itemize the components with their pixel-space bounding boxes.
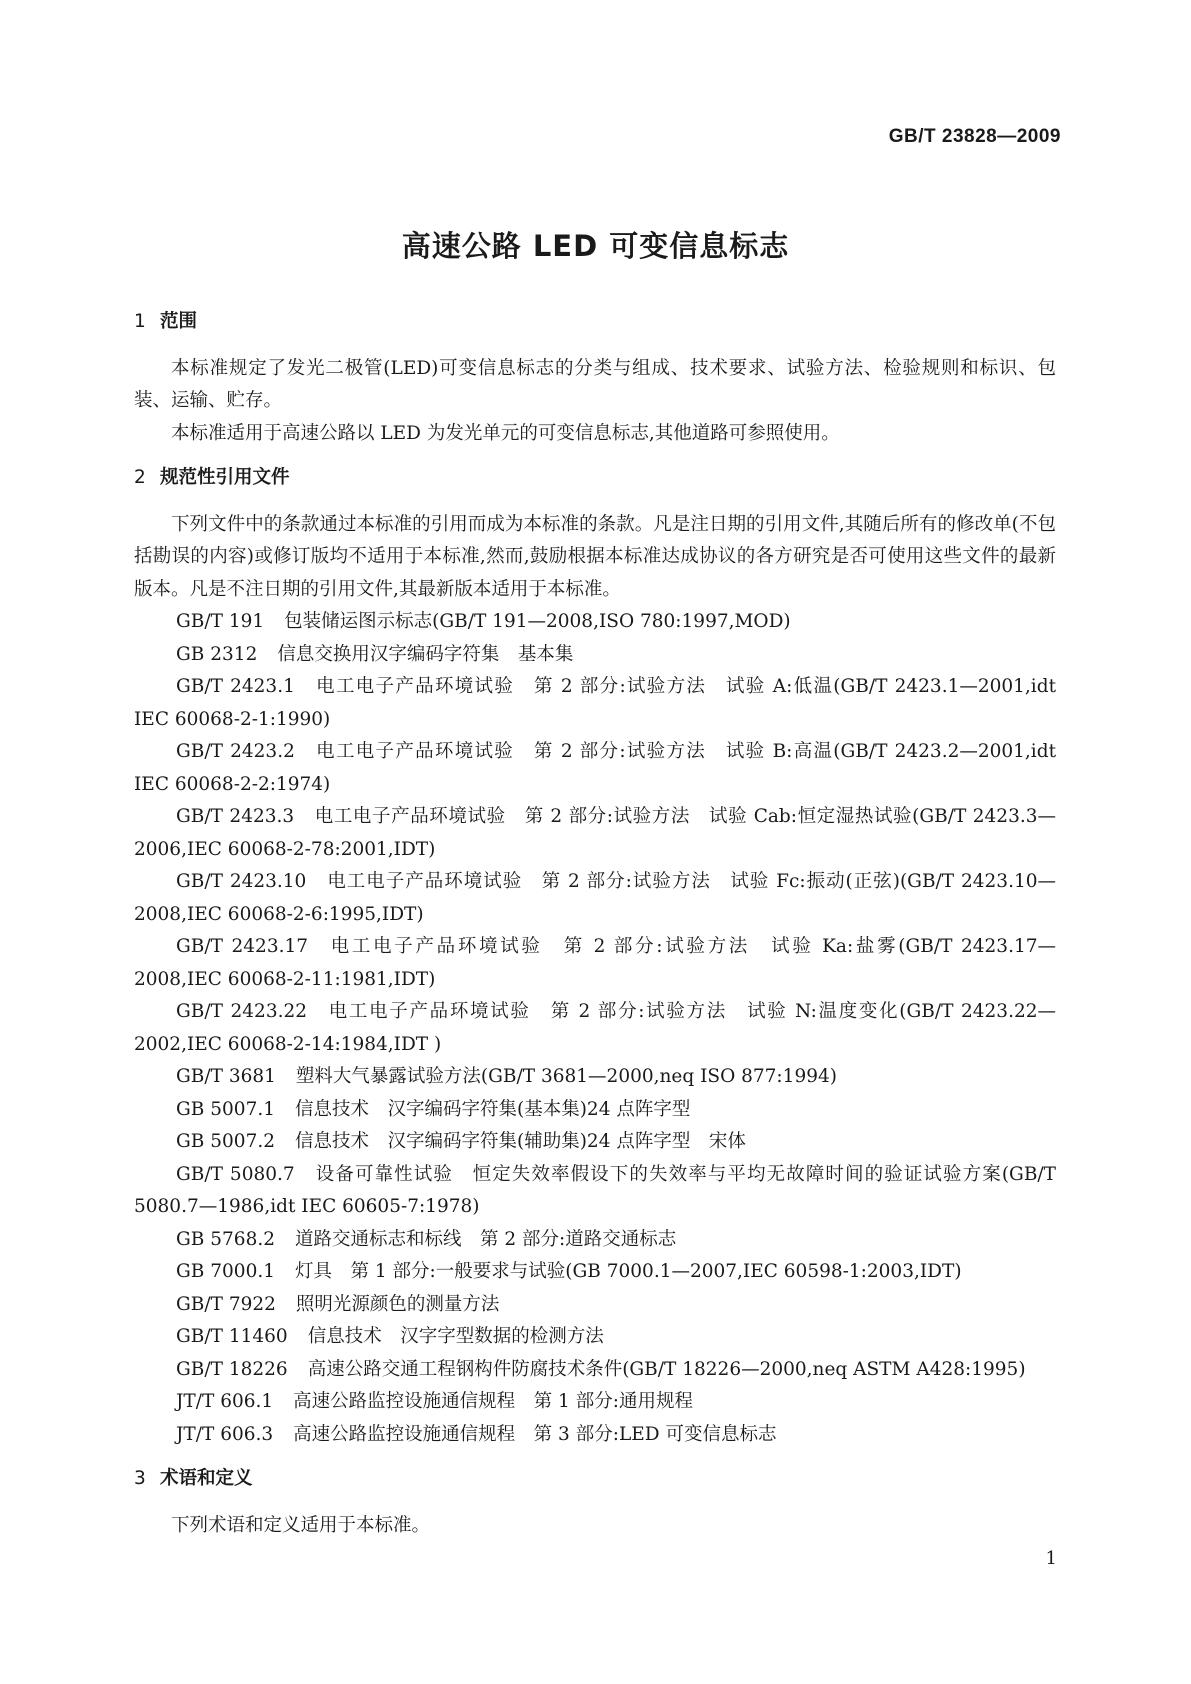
section-number: 3 bbox=[134, 1468, 146, 1489]
document-title: 高速公路 LED 可变信息标志 bbox=[401, 229, 790, 263]
reference-item bbox=[134, 1061, 1056, 1094]
section-normative-references bbox=[134, 462, 1056, 1451]
reference-text: 塑料大气暴露试验方法(GB/T 3681—2000,neq ISO 877:1994) bbox=[295, 1066, 837, 1087]
reference-code: GB/T 18226 bbox=[176, 1358, 288, 1380]
reference-text: 电工电子产品环境试验 第 2 部分:试验方法 试验 B:高温(GB/T 2423.2—2001,idt IEC 60068-2-2:1974) bbox=[134, 741, 1057, 795]
reference-text: 灯具 第 1 部分:一般要求与试验(GB 7000.1—2007,IEC 60598-1:2003,IDT) bbox=[295, 1261, 962, 1282]
section-heading bbox=[134, 306, 1056, 339]
reference-text: 照明光源颜色的测量方法 bbox=[295, 1293, 500, 1315]
reference-code: GB/T 2423.1 bbox=[176, 676, 295, 697]
reference-text: 高速公路交通工程钢构件防腐技术条件(GB/T 18226—2000,neq ASTM A428:1995) bbox=[307, 1358, 1026, 1380]
reference-item bbox=[134, 801, 1056, 866]
section-scope bbox=[134, 306, 1056, 450]
reference-code: GB 2312 bbox=[176, 643, 258, 665]
reference-item bbox=[134, 736, 1056, 801]
paragraph: 下列文件中的条款通过本标准的引用而成为本标准的条款。凡是注日期的引用文件,其随后所有的修改单(不包括勘误的内容)或修订版均不适用于本标准,然而,鼓励根据本标准达成协议的各方研究是否可使用这些文件的最新版本。凡是不注日期的引用文件,其最新版本适用于本标准。 bbox=[134, 513, 1056, 600]
reference-item bbox=[134, 1126, 1056, 1159]
section-title: 规范性引用文件 bbox=[160, 467, 290, 488]
paragraph: 本标准适用于高速公路以 LED 为发光单元的可变信息标志,其他道路可参照使用。 bbox=[171, 422, 840, 444]
reference-text: 电工电子产品环境试验 第 2 部分:试验方法 试验 Fc:振动(正弦)(GB/T 2423.10—2008,IEC 60068-2-6:1995,IDT) bbox=[134, 871, 1056, 925]
reference-item bbox=[134, 1419, 1056, 1452]
reference-item bbox=[134, 606, 1056, 639]
reference-item bbox=[134, 639, 1056, 672]
section-number: 2 bbox=[134, 467, 146, 488]
reference-text: 信息技术 汉字编码字符集(辅助集)24 点阵字型 宋体 bbox=[295, 1131, 746, 1152]
reference-item bbox=[134, 866, 1056, 931]
document-body bbox=[134, 306, 1056, 1554]
reference-item bbox=[134, 1094, 1056, 1127]
reference-text: 信息交换用汉字编码字符集 基本集 bbox=[277, 643, 574, 665]
reference-code: GB/T 3681 bbox=[176, 1066, 276, 1087]
reference-text: 电工电子产品环境试验 第 2 部分:试验方法 试验 A:低温(GB/T 2423.1—2001,idt IEC 60068-2-1:1990) bbox=[134, 676, 1056, 730]
reference-item bbox=[134, 1321, 1056, 1354]
section-title: 范围 bbox=[160, 311, 198, 332]
reference-text: 道路交通标志和标线 第 2 部分:道路交通标志 bbox=[295, 1228, 677, 1250]
reference-code: GB 5768.2 bbox=[176, 1228, 275, 1250]
section-terms-definitions bbox=[134, 1463, 1056, 1542]
reference-code: JT/T 606.3 bbox=[176, 1423, 274, 1445]
reference-item bbox=[134, 1289, 1056, 1322]
reference-item bbox=[134, 671, 1056, 736]
reference-code: GB 7000.1 bbox=[176, 1261, 275, 1282]
reference-code: GB/T 5080.7 bbox=[176, 1163, 295, 1185]
reference-item bbox=[134, 1386, 1056, 1419]
reference-code: GB/T 2423.2 bbox=[176, 741, 295, 762]
reference-item bbox=[134, 1159, 1056, 1224]
paragraph: 下列术语和定义适用于本标准。 bbox=[171, 1514, 431, 1536]
paragraph: 本标准规定了发光二极管(LED)可变信息标志的分类与组成、技术要求、试验方法、检验规则和标识、包装、运输、贮存。 bbox=[134, 357, 1056, 411]
section-heading bbox=[134, 1463, 1056, 1496]
reference-code: GB/T 11460 bbox=[176, 1326, 288, 1347]
reference-code: GB/T 2423.3 bbox=[176, 806, 295, 827]
reference-text: 电工电子产品环境试验 第 2 部分:试验方法 试验 Cab:恒定湿热试验(GB/T 2423.3—2006,IEC 60068-2-78:2001,IDT) bbox=[134, 806, 1056, 860]
section-title: 术语和定义 bbox=[160, 1468, 253, 1489]
reference-code: GB/T 2423.17 bbox=[176, 936, 309, 957]
reference-code: GB/T 2423.10 bbox=[176, 871, 307, 892]
reference-text: 信息技术 汉字字型数据的检测方法 bbox=[307, 1326, 604, 1347]
standard-number: GB/T 23828—2009 bbox=[888, 126, 1061, 147]
reference-code: GB/T 7922 bbox=[176, 1293, 276, 1315]
reference-text: 高速公路监控设施通信规程 第 1 部分:通用规程 bbox=[293, 1391, 693, 1412]
reference-item bbox=[134, 996, 1056, 1061]
section-heading bbox=[134, 462, 1056, 495]
reference-text: 包装储运图示标志(GB/T 191—2008,ISO 780:1997,MOD) bbox=[284, 611, 791, 632]
reference-code: GB/T 2423.22 bbox=[176, 1001, 308, 1022]
reference-item bbox=[134, 1256, 1056, 1289]
reference-text: 高速公路监控设施通信规程 第 3 部分:LED 可变信息标志 bbox=[293, 1423, 777, 1445]
reference-code: JT/T 606.1 bbox=[176, 1391, 274, 1412]
reference-item bbox=[134, 1224, 1056, 1257]
reference-item bbox=[134, 931, 1056, 996]
reference-text: 电工电子产品环境试验 第 2 部分:试验方法 试验 N:温度变化(GB/T 2423.22—2002,IEC 60068-2-14:1984,IDT ) bbox=[134, 1001, 1056, 1055]
reference-text: 电工电子产品环境试验 第 2 部分:试验方法 试验 Ka:盐雾(GB/T 2423.17—2008,IEC 60068-2-11:1981,IDT) bbox=[134, 936, 1056, 990]
reference-text: 信息技术 汉字编码字符集(基本集)24 点阵字型 bbox=[295, 1098, 691, 1120]
reference-item bbox=[134, 1354, 1056, 1387]
page-number: 1 bbox=[1045, 1548, 1057, 1569]
section-number: 1 bbox=[134, 311, 146, 332]
reference-code: GB 5007.2 bbox=[176, 1131, 275, 1152]
reference-code: GB 5007.1 bbox=[176, 1098, 275, 1120]
reference-code: GB/T 191 bbox=[176, 611, 265, 632]
reference-text: 设备可靠性试验 恒定失效率假设下的失效率与平均无故障时间的验证试验方案(GB/T 5080.7—1986,idt IEC 60605-7:1978) bbox=[134, 1163, 1057, 1217]
